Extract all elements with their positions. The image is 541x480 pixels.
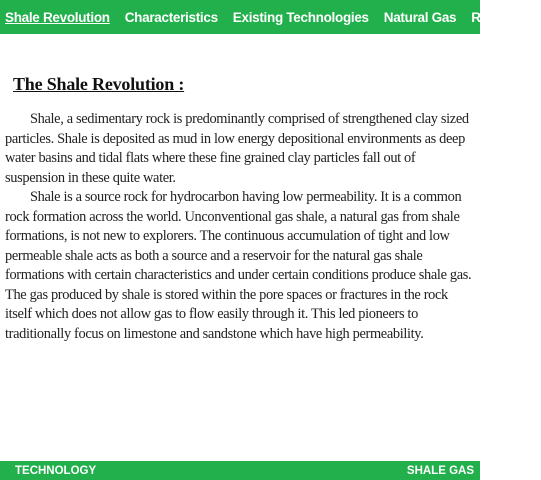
page-title: The Shale Revolution : [13, 74, 185, 95]
nav-link-references[interactable]: References [471, 9, 541, 25]
article-body [5, 110, 475, 344]
nav-link-characteristics[interactable]: Characteristics [124, 9, 218, 25]
top-navigation [0, 0, 541, 34]
footer-left-label: TECHNOLOGY [15, 464, 97, 477]
paragraph-shale-source-rock: Shale is a source rock for hydrocarbon having low permeability. It is a common rock formation across the world. Unconventional gas shale, a natural gas from shale formations, is not new to explorers. The continuous accumulation of tight and low permeable shale acts as both a source and a reservoir for the natural gas shale formations with certain characteristics and under certain conditions produce shale gas. The gas produced by shale is stored within the pore spaces or fractures in the rock itself which does not allow gas to flow easily through it. This led pioneers to traditionally focus on limestone and sandstone which have high permeability. [5, 189, 472, 342]
footer-right-label: SHALE GAS [406, 464, 474, 477]
nav-link-shale-revolution[interactable]: Shale Revolution [5, 9, 110, 25]
footer-bar [0, 461, 480, 480]
nav-link-existing-technologies[interactable]: Existing Technologies [232, 9, 369, 25]
paragraph-shale-definition: Shale, a sedimentary rock is predominantly comprised of strengthened clay sized particles. Shale is deposited as mud in low energy depositional environments as deep water basins and tidal flats where these fine grained clay particles fall out of suspension in these quite water. [5, 111, 469, 186]
nav-link-natural-gas[interactable]: Natural Gas [383, 9, 457, 25]
